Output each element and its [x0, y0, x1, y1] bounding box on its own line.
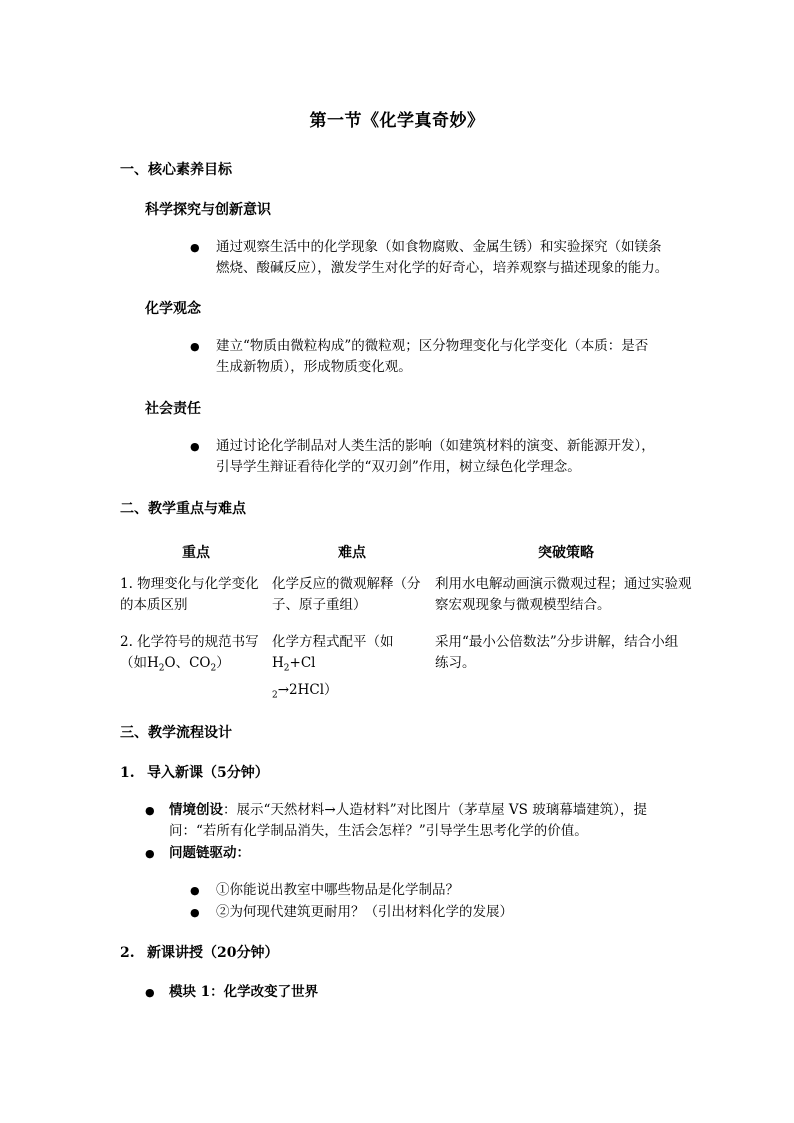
bullet-icon: ●	[190, 906, 200, 919]
bullet-concepts	[190, 336, 700, 378]
bullet-text-line2: 生成新物质），形成物质变化观。	[216, 359, 412, 375]
table-cell-key-1	[120, 574, 272, 616]
bullet-module1	[145, 982, 705, 1003]
bullet-responsibility	[190, 436, 700, 478]
bullet-text-line1: 通过讨论化学制品对人类生活的影响（如建筑材料的演变、新能源开发），	[216, 438, 655, 454]
table-cell-difficulty-2	[272, 632, 434, 706]
cell-line: 察宏观现象与微观模型结合。	[435, 597, 611, 613]
bullet-icon: ●	[190, 440, 200, 453]
bullet-text-line2: 问：“若所有化学制品消失，生活会怎样？”引导学生思考化学的价值。	[169, 823, 588, 839]
bullet-inquiry	[190, 237, 700, 279]
step-title: 新课讲授（20分钟）	[147, 945, 279, 961]
page-title: 第一节《化学真奇妙》	[309, 111, 485, 131]
cell-line: 的本质区别	[120, 597, 188, 613]
sub-bullet-q1	[190, 880, 459, 901]
bullet-text-line1: 情境创设：展示“天然材料→人造材料”对比图片（茅草屋 VS 玻璃幕墙建筑），提	[169, 802, 647, 818]
cell-line: 采用“最小公倍数法”分步讲解，结合小组	[435, 634, 679, 650]
cell-line: 子、原子重组）	[272, 597, 367, 613]
step-number: 2.	[120, 945, 135, 961]
subheading-inquiry: 科学探究与创新意识	[145, 202, 271, 218]
bullet-question-chain	[145, 843, 705, 864]
step-number: 1.	[120, 765, 135, 781]
sub-bullet-q2	[190, 902, 513, 923]
bullet-text-line2: 引导学生辩证看待化学的“双刃剑”作用，树立绿色化学理念。	[216, 459, 581, 475]
cell-line: 化学反应的微观解释（分	[272, 576, 421, 592]
cell-line: $_2$→2HCl）	[272, 681, 338, 701]
bullet-scenario	[145, 800, 705, 842]
step-heading-new-lesson	[120, 942, 278, 962]
column-header-key: 重点	[182, 545, 210, 561]
bullet-text-line1: 问题链驱动：	[169, 845, 250, 861]
bullet-text-line1: 建立“物质由微粒构成”的微粒观；区分物理变化与化学变化（本质：是否	[216, 338, 649, 354]
question-text: ①你能说出教室中哪些物品是化学制品？	[216, 882, 459, 898]
cell-line: 练习。	[435, 655, 476, 671]
cell-line: 1. 物理变化与化学变化	[120, 576, 259, 592]
question-text: ②为何现代建筑更耐用？（引出材料化学的发展）	[216, 904, 513, 920]
column-header-difficulty: 难点	[338, 545, 366, 561]
section-heading-objectives: 一、核心素养目标	[120, 162, 232, 178]
bullet-icon: ●	[145, 847, 155, 860]
subheading-concepts: 化学观念	[145, 301, 201, 317]
table-cell-difficulty-1	[272, 574, 434, 616]
bullet-icon: ●	[190, 241, 200, 254]
column-header-strategy: 突破策略	[538, 545, 594, 561]
table-cell-strategy-1	[435, 574, 710, 616]
bullet-icon: ●	[145, 986, 155, 999]
step-heading-intro	[120, 762, 269, 782]
section-heading-keypoints: 二、教学重点与难点	[120, 501, 246, 517]
bullet-text-line1: 模块 1：化学改变了世界	[169, 984, 319, 1000]
bullet-icon: ●	[145, 804, 155, 817]
bullet-text-line1: 通过观察生活中的化学现象（如食物腐败、金属生锈）和实验探究（如镁条	[216, 239, 662, 255]
bullet-icon: ●	[190, 340, 200, 353]
subheading-responsibility: 社会责任	[145, 401, 201, 417]
bullet-icon: ●	[190, 884, 200, 897]
cell-line: 化学方程式配平（如$H_2+Cl$	[272, 634, 394, 674]
step-title: 导入新课（5分钟）	[147, 765, 269, 781]
cell-line: （如$H_2O$、$CO_2$）	[120, 655, 230, 674]
section-heading-process: 三、教学流程设计	[120, 725, 232, 741]
bullet-text-line2: 燃烧、酸碱反应），激发学生对化学的好奇心，培养观察与描述现象的能力。	[216, 260, 669, 276]
table-cell-strategy-2	[435, 632, 710, 674]
table-cell-key-2	[120, 632, 272, 680]
cell-line: 利用水电解动画演示微观过程；通过实验观	[435, 576, 692, 592]
cell-line: 2. 化学符号的规范书写	[120, 634, 259, 650]
